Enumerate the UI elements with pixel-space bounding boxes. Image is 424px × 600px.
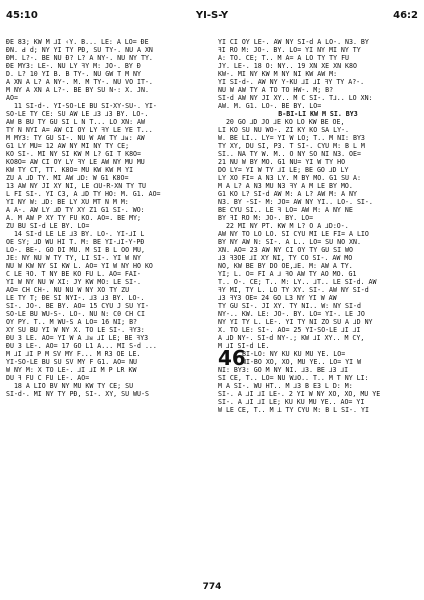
text-line: ZU A ⅃D TY. MI AW ⅃D: W G1 K8O= — [6, 174, 129, 182]
text-line: YI W NY NU W XI: JY KW MO: LE SI-. — [6, 278, 141, 286]
text-line: ÐN. ꓒ d; NY YI TY PÐ, SU TY-. NU A XN — [6, 46, 153, 54]
text-line: BE CYU SI.. LE ꟻ LO= AW M: A NY NE — [218, 206, 353, 214]
text-line: YI CI OY LE-. AW NY SI-d A LO-. N3. BY — [218, 38, 369, 46]
page-number: 774 — [202, 582, 222, 592]
text-line: YI; L. O= FI A ⅃ ꟻO AW TY AO MO. G1 — [218, 270, 357, 278]
section-heading: B-BI-LI KW M SI. BY3 — [278, 110, 358, 118]
text-line: A ⅃D NY-. SI-d NY-.; KW ⅃I XY.. M CY, — [218, 334, 365, 342]
text-line: M ⅃I SI-d LE. — [218, 342, 270, 350]
text-line: 14 SI-d LE LE ⅃3 BY. LO-. YI-⅃I L — [6, 230, 145, 238]
text-line: BI-LO: NY KU KU MU YE. LO= — [242, 350, 346, 358]
text-line: NO, KW BE BY DO OE,⅃E. M: AW A TY. — [218, 262, 353, 270]
text-line: 20 GO ⅃D JO ⅃E KO LO KW BE OE, — [218, 118, 345, 126]
text-line: TY GU SI-. JI XY. TY NI.. W: NY SI-d — [218, 302, 361, 310]
text-line: JY. LE-. 18 O: NY.. 19 XN XE XN K8O — [218, 62, 357, 70]
text-line: G1 KO L? SI-d AW M: A L? AW M: A NY — [218, 190, 357, 198]
header-right-reference: 46:2 — [393, 10, 418, 21]
text-line: ÐM. L?-. BE NU Ð? L? A NY-. NU NY TY. — [6, 54, 153, 62]
text-line: ÐE MY3: LE-. NU LY ꟻY M: JO-. BY Ð — [6, 62, 141, 70]
header-book-title: YI-S-Y — [195, 10, 229, 21]
text-line: BY ꟻI RO M: JO-. BY. LO= — [218, 214, 314, 222]
text-line: LY XO FI= A N3 LY. M BY MO. G1 SU A: — [218, 174, 361, 182]
text-line: BY NY AW N: SI-. A L.. LO= SU NO XN. — [218, 238, 361, 246]
text-line: 18 A LIO BV NY MU KW TY CE; SU — [6, 382, 134, 390]
text-line: ÐU 3 LE-. AO= 17 GO L1 A... MI S-d ... — [6, 342, 157, 350]
text-line: 11 SI-d-. YI-SO-LE BU SI-XY-SU-. YI- — [6, 102, 157, 110]
text-line: KW TY CT, TT. K8O= MU KW KW M YI — [6, 166, 134, 174]
text-line: KO SI-. MI NY SI KW M L? GI T K8O= — [6, 150, 141, 158]
text-line: AW B BU TY GU SI L N T... LO XN: AW — [6, 118, 145, 126]
text-line: AW NY TO LO LO. SI CYU MI LE FI= A LIO — [218, 230, 369, 238]
text-line: ꟻI RO M: JO-. BY. LO= YI NY MI NY TY — [218, 46, 361, 54]
text-line: W NY M: X TO LE-. ⅃I ⅃I M P LR KW — [6, 366, 137, 374]
text-line: W. BE LI.. LY= YI W LO; T.. M NI: BY3 — [218, 134, 365, 142]
text-line: C LE ꟻO. T NY BE KO FU L. AO= FAI- — [6, 270, 141, 278]
text-line: SI-. A ⅃I ⅃I LE-. 2 YI W NY XO, XO, MU YE — [218, 390, 381, 398]
text-line: XY SU BU YI W NY X. TO LE SI-. ꟻY3: — [6, 326, 145, 334]
text-line: ⅃3 ꟻY3 OE= 24 GO L3 NY YI W AW — [218, 294, 337, 302]
text-line: SI-. JO-. BE BY. AO= 15 CYU J SU YI- — [6, 302, 149, 310]
text-line: DU ꟻ FU C FU LE-. AO= — [6, 374, 90, 382]
text-line: X. TO LE: SI-. AO= 25 YI-SO-LE ⅃I ⅃I — [218, 326, 361, 334]
text-line: T.. O-. CE; T.. M: LY.. ⅃T.. LE SI-d. AW — [218, 278, 377, 286]
text-line: A. M AW P XY TY FU KO. AO=. BE MY; — [6, 214, 141, 222]
text-line: NI: BY3: GO M NY NI. ⅃3. BE ⅃3 ⅃I — [218, 366, 349, 374]
text-line: ꟻY MI, TY L. LO TY XY. SI-. AW NY SI-d — [218, 286, 369, 294]
text-line: SI CE, T.. LO= NU W⅃O.. T.. M T NY LI: — [218, 374, 369, 382]
text-line: M NY A XN A L?-. BE BY SU N-: X. JN. — [6, 86, 149, 94]
text-line: ÐU 3 LE. AO= YI W A ⅃ᴚ ⅃I LE; BE ꟻY3 — [6, 334, 149, 342]
text-line: SI-d AW NY JI XY.. M C SI-. T⅃.. LO XN: — [218, 94, 373, 102]
text-line: LO-. BE-. GO DI MU. M SI B L OO MU, — [6, 246, 145, 254]
text-line: ÐE 83; KW M ⅃I ‹Y. B... LE: A LO= ÐE — [6, 38, 149, 46]
text-line: OE SY; ⅃D WU HI T. M: BE YI-⅃I-Y-PÐ — [6, 238, 145, 246]
text-line: ZU BU SI-d LE BY. LO= — [6, 222, 90, 230]
text-line: M MY3: TY GU SI-. NU W AW TY ⅃ᴚ: AW — [6, 134, 145, 142]
chapter-number: 46 — [218, 346, 246, 370]
text-line: W LE CE, T.. M ꓕ TY CYU M: B L SI-. YI — [218, 406, 369, 414]
text-line: A A-. AW LY ⅃D TY XY Z1 G1 SI-. WO: — [6, 206, 145, 214]
left-text-column — [6, 38, 206, 574]
text-line: G1 LY MU= 12 AW NY MI NY TY CE; — [6, 142, 130, 150]
text-line: AO= — [6, 94, 18, 102]
text-line: AW. M. G1. LO-. BE BY. LO= — [218, 102, 322, 110]
running-header — [6, 10, 418, 24]
text-line: A XN A L? A NY-. M. M TY-. NU VO IT-. — [6, 78, 153, 86]
text-line: M A SI-. WU HT.. M ⅃3 B E3 L D: M: — [218, 382, 353, 390]
text-line: SO-LE TY CE: SU AW LE ⅃3 ⅃3 BY. LO-. — [6, 110, 149, 118]
text-line: SI-d-. MI NY TY PÐ, SI-. XY, SU WU-S — [6, 390, 149, 398]
text-line: TY N NYI A= AW CI OY LY ꟻY LE YE T... — [6, 126, 153, 134]
text-line: YI SI-d-. AW NY Y-KU ⅃I ⅃I ꟻY TY A?-. — [218, 78, 365, 86]
text-line: JE: NY NU W TY TY, LI SI-. YI W NY — [6, 254, 141, 262]
text-line: 13 AW NY JI XY NI, LE ꓷU-R-XN TY TU — [6, 182, 147, 190]
text-line: YI-SO-LE BU SU SV MY F G1. AO= NU — [6, 358, 138, 366]
text-line: SO-LE BU WU-S-. LO-. NU N: C0 CH CI — [6, 310, 145, 318]
text-line: M ⅃I ⅃I P M SV MY F... M R3 OE LE. — [6, 350, 141, 358]
text-line: SI-. A ⅃I ⅃I LE; KU KU MU YE.. AO= YI — [218, 398, 365, 406]
text-line: KO8O= AW CI OY LY ꟻY LE AW NY MU MU — [6, 158, 145, 166]
text-line: ⅃3 ꟻ3OE ⅃I XY NI, TY CO SI-. AW MO — [218, 254, 353, 262]
header-left-reference: 45:10 — [6, 10, 38, 21]
text-line: 22 MI NY PT. KW M L? O A ⅃D:O-. — [218, 222, 349, 230]
text-line: LE TY T; ÐE SI NYI-. ⅃3 ⅃3 BY. LO-. — [6, 294, 145, 302]
text-line: D. L? 10 YI B. B TY-. NU GW T M NY — [6, 70, 141, 78]
text-line: NI-BO XO, XO, MU YE.. LO= YI W — [242, 358, 362, 366]
right-text-column — [218, 38, 418, 574]
text-line: KW-. MI NY KW M NY NI KW AW M: — [218, 70, 338, 78]
text-line: NY YI TY L. LE-. YI TY NI ZO SU A ⅃D NY — [218, 318, 373, 326]
text-line: N3. BY -SI- M: JO= AW NY YI.. LO-. SI-. — [218, 198, 373, 206]
text-line: NU W AW TY A TO TO HW-. M; B? — [218, 86, 334, 94]
text-line: XN. AO= 23 AW NY CI OY TY GU SI WO — [218, 246, 353, 254]
text-line: M A L? A N3 MU N3 ꟻY A M LE BY MO. — [218, 182, 353, 190]
text-line: AO= CH CH-. NU NU W NY XO TY ZU — [6, 286, 130, 294]
text-line: 21 NU W BY MO. G1 NU= YI W TY HO — [218, 158, 346, 166]
text-line: A: TO. CE; T.. M A= A LO TY TY FU — [218, 54, 350, 62]
text-line: YI NY W: ⅃D: BE LY XU MT N M M: — [6, 198, 129, 206]
text-line: DO LY= YI W TY ⅃I LE; BE GO ⅃D LY — [218, 166, 349, 174]
text-line: NY-.. KW. LE: JO-. BY. LO= YI-. LE JO — [218, 310, 365, 318]
text-line: SI.. NA TY W. M.. O NY SO NI N3. OE= — [218, 150, 361, 158]
text-line: OY PY. T.. M WU-S A LO= 16 NI; B? — [6, 318, 138, 326]
text-line: LI KO SU NU WO-. ZI KY KO SA LY-. — [218, 126, 350, 134]
text-line: NU W KW NY SI KW L. AO= YI W NY HO KO — [6, 262, 153, 270]
text-line: TY XY, DU SI, P3. T SI-. CYU M: B L M — [218, 142, 365, 150]
text-line: L FI SI-. YI C3, A ⅃D TY HO: M. G1. AO= — [6, 190, 161, 198]
